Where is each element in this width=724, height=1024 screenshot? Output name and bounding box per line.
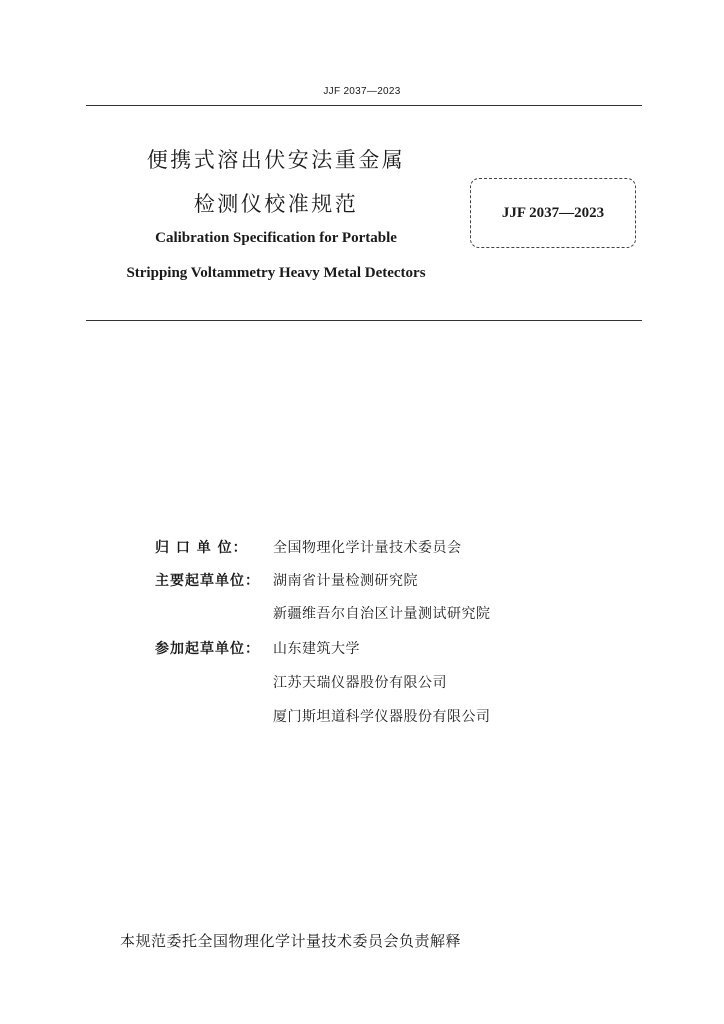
responsible-unit-value: 全国物理化学计量技术委员会 [273,540,462,556]
title-english-line-2: Stripping Voltammetry Heavy Metal Detectors [126,265,426,281]
participating-unit-label: 参加起草单位： [155,641,260,657]
header-standard-code: JJF 2037—2023 [323,86,401,97]
top-divider [86,105,642,106]
responsible-unit-label: 归 口 单 位： [155,540,248,556]
standard-code-box-text: JJF 2037—2023 [501,205,605,221]
title-english-line-1: Calibration Specification for Portable [155,230,397,246]
main-drafting-unit-value: 湖南省计量检测研究院 [273,573,418,589]
main-drafting-unit-label: 主要起草单位： [155,573,260,589]
participating-unit-value: 江苏天瑞仪器股份有限公司 [273,675,447,691]
participating-unit-value: 厦门斯坦道科学仪器股份有限公司 [273,709,491,725]
bottom-divider [86,320,642,321]
main-drafting-unit-value: 新疆维吾尔自治区计量测试研究院 [273,606,491,622]
interpretation-note: 本规范委托全国物理化学计量技术委员会负责解释 [120,932,462,950]
title-chinese-line-2: 检测仪校准规范 [193,192,359,216]
standard-code-box [470,178,636,248]
participating-unit-value: 山东建筑大学 [273,641,360,657]
title-chinese-line-1: 便携式溶出伏安法重金属 [146,148,406,172]
